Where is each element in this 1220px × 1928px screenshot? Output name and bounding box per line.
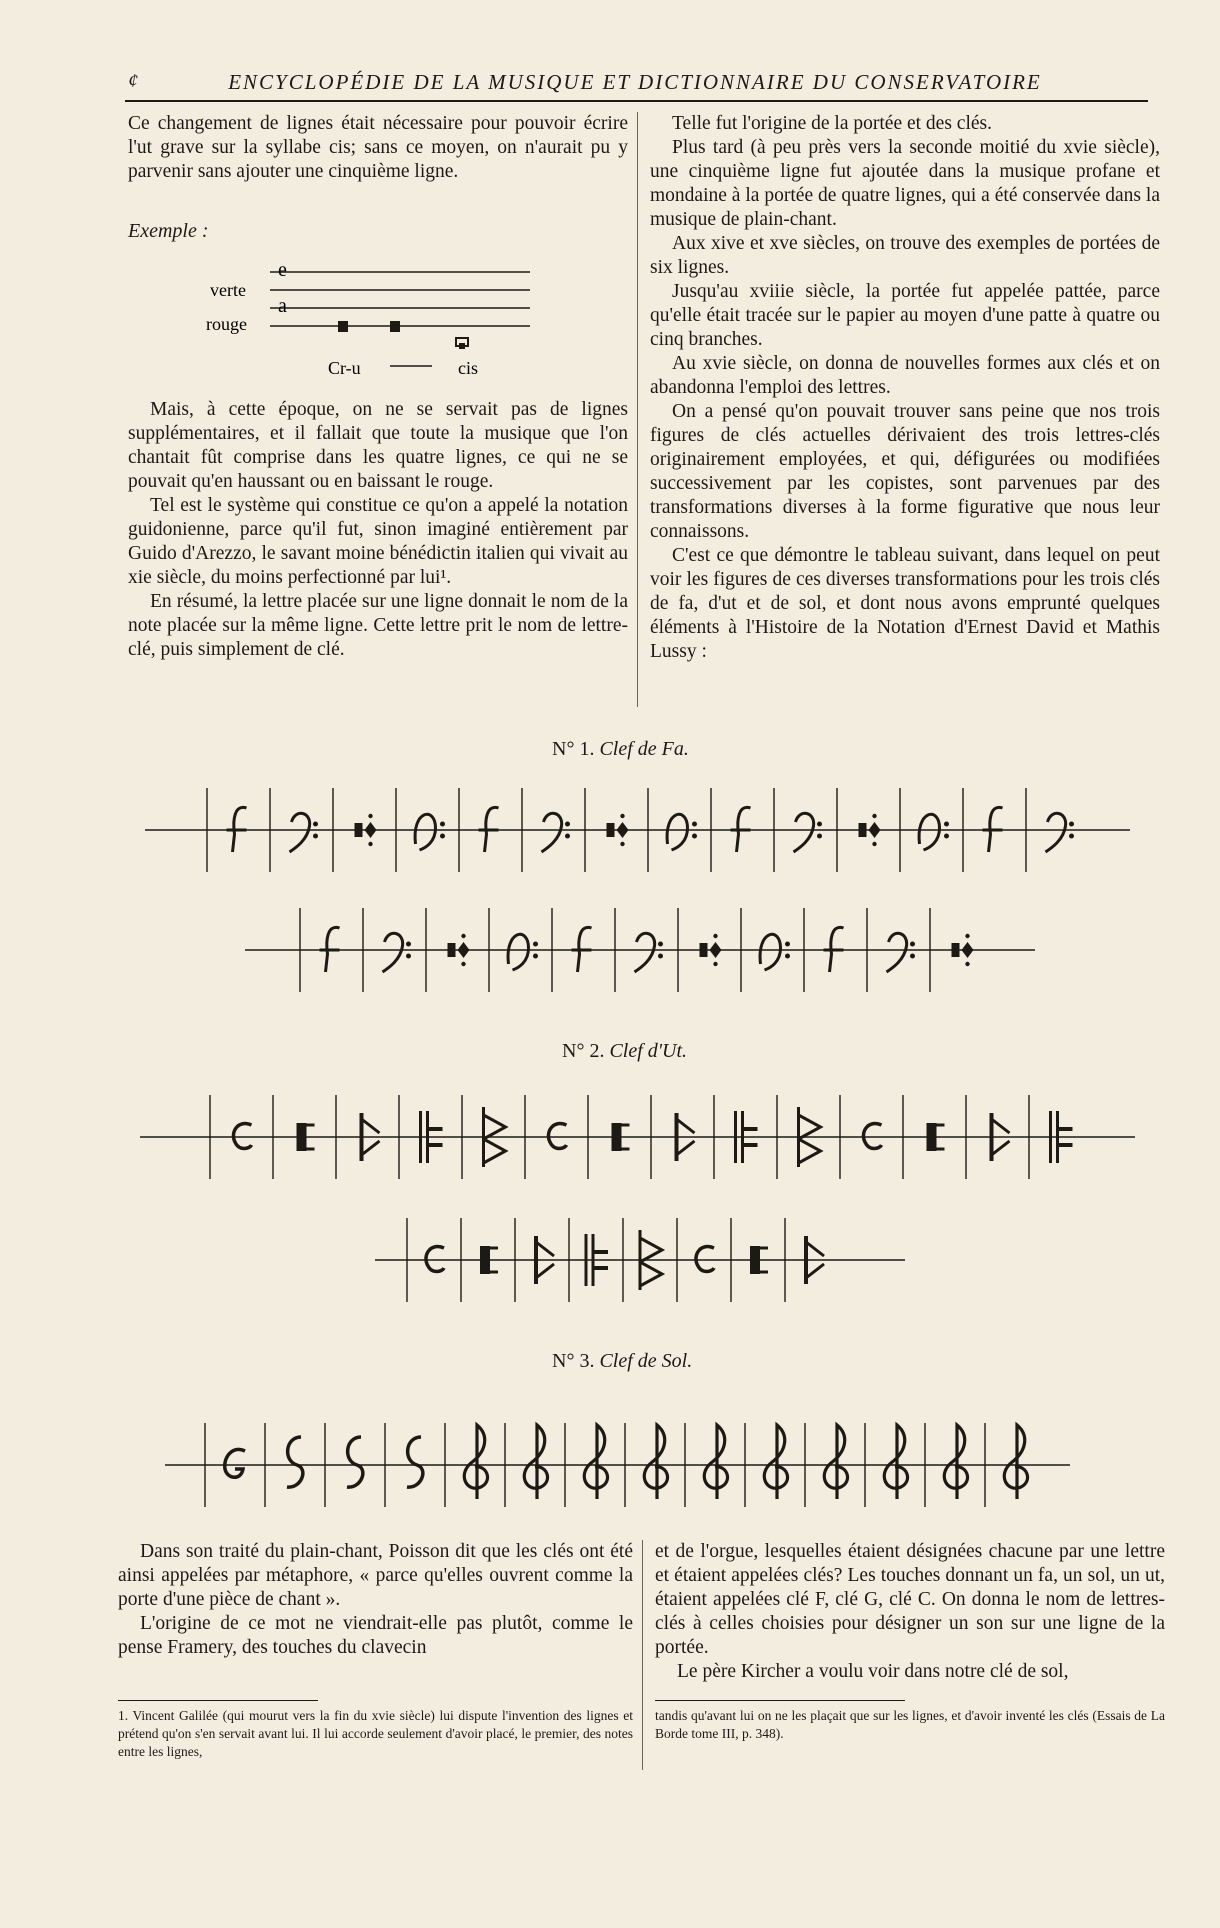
ut-clef-symbol: [863, 1124, 881, 1149]
fa-clef-symbol: [667, 814, 697, 850]
footnote-rule-left: [118, 1700, 318, 1701]
fa-clef-symbol: [700, 934, 722, 966]
footnote-right: [655, 1707, 1165, 1743]
fa-clef-row-2: [245, 895, 1035, 1005]
sol-clef-symbol: [287, 1437, 303, 1487]
sol-clef-symbol: [347, 1437, 363, 1487]
bottom-left-paragraph-1: Dans son traité du plain-chant, Poisson dit que les clés ont été ainsi appelées par métaphore, « parce qu'elles ouvrent comme la porte d'une pièce de chant ».: [118, 1541, 633, 1610]
staff-label-rouge: rouge: [206, 314, 247, 334]
right-paragraph-2: Plus tard (à peu près vers la seconde moitié du xvie siècle), une cinquième ligne fut ajoutée dans la musique profane et mondaine à la portée de quatre lignes, qui a été conservée dans la musique de plain-chant.: [650, 137, 1160, 230]
header-rule: [125, 100, 1148, 102]
right-paragraph-7: C'est ce que démontre le tableau suivant, dans lequel on peut voir les figures de ces diverses transformations pour les trois clés de fa, d'ut et de sol, et dont nous avons emprunté quelques éléments à l'Histoire de la Notation d'Ernest David et Mathis Lussy :: [650, 545, 1160, 662]
left-column-main: [128, 398, 628, 662]
right-paragraph-4: Jusqu'au xviiie siècle, la portée fut appelée pattée, parce qu'elle était tracée sur le papier au moyen d'une patte à quatre ou cinq branches.: [650, 281, 1160, 350]
bottom-left-paragraph-2: L'origine de ce mot ne viendrait-elle pas plutôt, comme le pense Framery, des touches du clavecin: [118, 1613, 633, 1658]
fig-number-sol: N° 3.: [552, 1350, 595, 1372]
fa-clef-symbol: [794, 813, 823, 852]
fig-title-sol: Clef de Sol.: [599, 1350, 693, 1372]
fa-clef-symbol: [542, 813, 571, 852]
ut-clef-symbol: [548, 1124, 566, 1149]
bottom-right-paragraph-2: Le père Kircher a voulu voir dans notre clé de sol,: [677, 1661, 1069, 1682]
left-paragraph-4: En résumé, la lettre placée sur une ligne donnait le nom de la note placée sur la même ligne. Cette lettre prit le nom de lettre-clé, puis simplement de clé.: [128, 591, 628, 660]
staff-label-cis: cis: [458, 358, 478, 378]
ut-clef-row-2: [375, 1205, 905, 1315]
right-paragraph-1: Telle fut l'origine de la portée et des clés.: [672, 113, 992, 134]
running-head: ENCYCLOPÉDIE DE LA MUSIQUE ET DICTIONNAIRE DU CONSERVATOIRE: [228, 70, 1042, 94]
footnote-left-text: 1. Vincent Galilée (qui mourut vers la fin du xvie siècle) lui dispute l'invention des lignes et prétend qu'on s'en servait avant lui. Il lui accorde seulement d'avoir placé, le premier, des notes entre les lignes,: [118, 1708, 633, 1759]
footnote-left: [118, 1707, 633, 1761]
fig-title-fa: Clef de Fa.: [599, 738, 689, 760]
right-paragraph-3: Aux xive et xve siècles, on trouve des exemples de portées de six lignes.: [650, 233, 1160, 278]
sol-clef-symbol: [764, 1425, 787, 1499]
fig-number-fa: N° 1.: [552, 738, 595, 760]
fa-clef-symbol: [983, 807, 1003, 852]
fig-caption-fa: [552, 738, 689, 761]
right-paragraph-5: Au xvie siècle, on donna de nouvelles formes aux clés et on abandonna l'emploi des lettres.: [650, 353, 1160, 398]
fig-caption-ut: [562, 1040, 687, 1063]
note-1: [338, 321, 348, 332]
left-paragraph-3: Tel est le système qui constitue ce qu'on a appelé la notation guidonienne, parce qu'il fut, sinon imaginé entièrement par Guido d'Arezzo, le savant moine bénédictin italien qui vivait au xie siècle, du moins perfectionné par lui¹.: [128, 495, 628, 588]
right-column: [650, 112, 1160, 664]
sol-clef-symbol: [464, 1425, 487, 1499]
footnote-rule-right: [655, 1700, 905, 1701]
fa-clef-symbol: [1046, 813, 1075, 852]
fa-clef-symbol: [952, 934, 974, 966]
fa-clef-row-1: [145, 775, 1130, 885]
fa-clef-symbol: [290, 813, 319, 852]
sol-clef-symbol: [644, 1425, 667, 1499]
sol-clef-symbol: [824, 1425, 847, 1499]
fa-clef-symbol: [355, 814, 377, 846]
note-2: [390, 321, 400, 332]
fa-clef-symbol: [887, 933, 916, 972]
sol-clef-symbol: [944, 1425, 967, 1499]
example-staff-figure: [200, 258, 540, 388]
sol-clef-symbol: [704, 1425, 727, 1499]
fa-clef-symbol: [824, 927, 844, 972]
fa-clef-symbol: [919, 814, 949, 850]
right-paragraph-6: On a pensé qu'on pouvait trouver sans peine que nos trois figures de clés actuelles dérivaient des trois lettres-clés originairement employées, et qui, défigurées ou modifiées successivement par les copistes, sont parvenues par des transformations diverses à la forme figurative que nous leur connaissons.: [650, 401, 1160, 542]
sol-clef-symbol: [584, 1425, 607, 1499]
sol-clef-symbol: [407, 1437, 423, 1487]
folio: ¢: [128, 70, 138, 92]
bottom-left-column: [118, 1540, 633, 1660]
staff-letter-e: e: [278, 259, 287, 281]
staff-letter-a: a: [278, 295, 287, 317]
sol-clef-row: [165, 1395, 1070, 1530]
ut-clef-symbol: [233, 1124, 251, 1149]
fa-clef-symbol: [731, 807, 751, 852]
left-paragraph-2: Mais, à cette époque, on ne se servait pas de lignes supplémentaires, et il fallait que toute la musique que l'on chantait fût comprise dans les quatre lignes, ce qui ne se pouvait qu'en haussant ou en baissant le rouge.: [128, 399, 628, 492]
ut-clef-row-1: [140, 1080, 1135, 1195]
fa-clef-symbol: [635, 933, 664, 972]
fa-clef-symbol: [320, 927, 340, 972]
note-3-fill: [459, 343, 465, 349]
left-paragraph-1: Ce changement de lignes était nécessaire pour pouvoir écrire l'ut grave sur la syllabe cis; sans ce moyen, on n'aurait pu y parvenir sans ajouter une cinquième ligne.: [128, 113, 628, 182]
fa-clef-symbol: [859, 814, 881, 846]
fig-number-ut: N° 2.: [562, 1040, 605, 1062]
sol-clef-symbol: [225, 1449, 245, 1477]
bottom-right-column: [655, 1540, 1165, 1684]
bottom-right-paragraph-1: et de l'orgue, lesquelles étaient désignées chacune par une lettre et étaient appelées clés? Les touches donnant un fa, un sol, un ut, étaient appelées clé F, clé G, clé C. On donna le nom de lettres-clés à celles choisies pour désigner un son sur une ligne de la portée.: [655, 1541, 1165, 1658]
fig-title-ut: Clef d'Ut.: [609, 1040, 688, 1062]
column-divider-top: [637, 112, 638, 707]
fa-clef-symbol: [383, 933, 412, 972]
ut-clef-symbol: [696, 1247, 714, 1272]
sol-clef-symbol: [884, 1425, 907, 1499]
fig-caption-sol: [552, 1350, 692, 1373]
fa-clef-symbol: [760, 934, 790, 970]
fa-clef-symbol: [415, 814, 445, 850]
fa-clef-symbol: [227, 807, 247, 852]
column-divider-bottom: [642, 1540, 643, 1770]
sol-clef-symbol: [524, 1425, 547, 1499]
fa-clef-symbol: [479, 807, 499, 852]
fa-clef-symbol: [607, 814, 629, 846]
staff-label-cru: Cr-u: [328, 358, 361, 378]
sol-clef-symbol: [1004, 1425, 1027, 1499]
fa-clef-symbol: [508, 934, 538, 970]
exemple-label: Exemple :: [128, 220, 209, 242]
fa-clef-symbol: [448, 934, 470, 966]
fa-clef-symbol: [572, 927, 592, 972]
ut-clef-symbol: [426, 1247, 444, 1272]
footnote-right-text: tandis qu'avant lui on ne les plaçait que sur les lignes, et d'avoir inventé les clés (Essais de La Borde tome III, p. 348).: [655, 1708, 1165, 1741]
left-column-intro: [128, 112, 628, 184]
staff-label-verte: verte: [210, 280, 246, 300]
